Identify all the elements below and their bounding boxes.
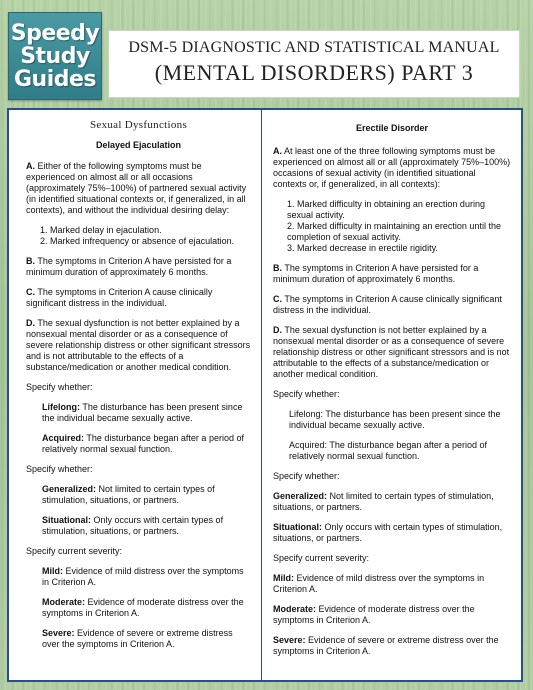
mild-severity	[26, 566, 251, 588]
lifelong-specifier	[26, 402, 251, 424]
moderate-label: Moderate:	[42, 597, 86, 607]
criterion-b	[273, 263, 511, 285]
moderate-text: Evidence of moderate distress over the symptoms in Criterion A.	[42, 597, 244, 618]
mild-severity	[273, 573, 511, 595]
situational-label: Situational:	[42, 515, 91, 525]
severe-label: Severe:	[42, 628, 75, 638]
criterion-c-label: C.	[273, 294, 282, 304]
acquired-text: The disturbance began after a period of relatively normal sexual function.	[42, 433, 244, 454]
criterion-a	[26, 161, 251, 216]
acquired-specifier	[26, 433, 251, 455]
logo-line-1: Speedy	[10, 20, 100, 46]
acquired-specifier: Acquired: The disturbance began after a period of relatively normal sexual function.	[289, 440, 487, 461]
criterion-c	[273, 294, 511, 316]
mild-text: Evidence of mild distress over the symptoms in Criterion A.	[42, 566, 244, 587]
generalized-label: Generalized:	[42, 484, 97, 494]
mild-text: Evidence of mild distress over the symptoms in Criterion A.	[273, 573, 485, 594]
acquired-label: Acquired:	[42, 433, 85, 443]
criterion-c-label: C.	[26, 287, 35, 297]
disorder-title-delayed-ejaculation: Delayed Ejaculation	[95, 140, 182, 150]
criterion-d	[273, 325, 511, 380]
criterion-b-label: B.	[26, 256, 35, 266]
generalized-specifier	[273, 491, 511, 513]
criterion-a-text: Either of the following symptoms must be experienced on almost all or all occasions (approximately 75%–100%) of partnered sexual activity (in identified situational contexts or, if generalized, in all contexts), and without the individual desiring delay:	[26, 161, 247, 215]
situational-text: Only occurs with certain types of stimulation, situations, or partners.	[42, 515, 224, 536]
criterion-b-label: B.	[273, 263, 282, 273]
left-column	[9, 110, 262, 680]
criterion-b-text: The symptoms in Criterion A have persisted for a minimum duration of approximately 6 months.	[26, 256, 232, 277]
severe-text: Evidence of severe or extreme distress over the symptoms in Criterion A.	[42, 628, 233, 649]
specify-whether-1: Specify whether:	[26, 382, 93, 392]
criterion-d	[26, 318, 251, 373]
moderate-severity	[273, 604, 511, 626]
moderate-text: Evidence of moderate distress over the symptoms in Criterion A.	[273, 604, 475, 625]
criterion-a-label: A.	[273, 146, 282, 156]
criterion-d-text: The sexual dysfunction is not better explained by a nonsexual mental disorder or as a consequence of severe relationship distress or other significant stressors and is not attributable to the effects of a substance/medication or another medical condition.	[273, 325, 510, 379]
generalized-specifier	[26, 484, 251, 506]
criterion-a	[273, 146, 511, 190]
criterion-c	[26, 287, 251, 309]
situational-label: Situational:	[273, 522, 322, 532]
generalized-text: Not limited to certain types of stimulation, situations, or partners.	[273, 491, 494, 512]
specify-severity: Specify current severity:	[273, 553, 370, 563]
list-item: 3. Marked decrease in erectile rigidity.	[287, 243, 438, 253]
list-item: 1. Marked delay in ejaculation.	[40, 225, 162, 235]
right-column	[262, 110, 521, 680]
list-item: 1. Marked difficulty in obtaining an erection during sexual activity.	[287, 199, 485, 220]
list-item: 2. Marked difficulty in maintaining an erection until the completion of sexual activity.	[287, 221, 501, 242]
page-subtitle: (MENTAL DISORDERS) PART 3	[154, 60, 474, 85]
criterion-a-list	[273, 199, 511, 254]
specify-whether-2: Specify whether:	[26, 464, 93, 474]
specify-severity: Specify current severity:	[26, 546, 123, 556]
generalized-label: Generalized:	[273, 491, 328, 501]
criterion-a-label: A.	[26, 161, 35, 171]
situational-text: Only occurs with certain types of stimulation, situations, or partners.	[273, 522, 503, 543]
specify-whether-2: Specify whether:	[273, 471, 340, 481]
situational-specifier	[26, 515, 251, 537]
lifelong-label: Lifelong:	[42, 402, 80, 412]
speedy-study-guides-logo	[8, 12, 102, 100]
severe-severity	[26, 628, 251, 650]
title-banner	[108, 30, 520, 98]
severe-severity	[273, 635, 511, 657]
disorder-title-erectile-disorder: Erectile Disorder	[355, 123, 429, 133]
mild-label: Mild:	[273, 573, 294, 583]
criterion-d-label: D.	[26, 318, 35, 328]
moderate-severity	[26, 597, 251, 619]
generalized-text: Not limited to certain types of stimulation, situations, or partners.	[42, 484, 215, 505]
list-item: 2. Marked infrequency or absence of ejaculation.	[40, 236, 235, 246]
criterion-b-text: The symptoms in Criterion A have persisted for a minimum duration of approximately 6 months.	[273, 263, 479, 284]
criterion-b	[26, 256, 251, 278]
criterion-c-text: The symptoms in Criterion A cause clinically significant distress in the individual.	[26, 287, 213, 308]
criterion-c-text: The symptoms in Criterion A cause clinically significant distress in the individual.	[273, 294, 502, 315]
situational-specifier	[273, 522, 511, 544]
page-title: DSM-5 DIAGNOSTIC AND STATISTICAL MANUAL	[128, 39, 500, 56]
content-frame	[7, 108, 523, 682]
criterion-a-text: At least one of the three following symptoms must be experienced on almost all or all (approximately 75%–100%) occasions of sexual activity (in identified situational contexts or, if generalized, in all contexts):	[273, 146, 511, 189]
criterion-d-text: The sexual dysfunction is not better explained by a nonsexual mental disorder or as a consequence of severe relationship distress or other significant stressors and is not attributable to the effects of a substance/medication or another medical condition.	[26, 318, 251, 372]
specify-whether-1: Specify whether:	[273, 389, 340, 399]
logo-line-3: Guides	[13, 66, 97, 92]
moderate-label: Moderate:	[273, 604, 317, 614]
criterion-d-label: D.	[273, 325, 282, 335]
lifelong-text: The disturbance has been present since the individual became sexually active.	[42, 402, 243, 423]
mild-label: Mild:	[42, 566, 63, 576]
severe-text: Evidence of severe or extreme distress over the symptoms in Criterion A.	[273, 635, 499, 656]
lifelong-specifier: Lifelong: The disturbance has been present since the individual became sexually active.	[289, 409, 501, 430]
severe-label: Severe:	[273, 635, 306, 645]
logo-line-2: Study	[20, 43, 90, 69]
section-title: Sexual Dysfunctions	[89, 119, 188, 131]
criterion-a-list	[26, 225, 251, 247]
